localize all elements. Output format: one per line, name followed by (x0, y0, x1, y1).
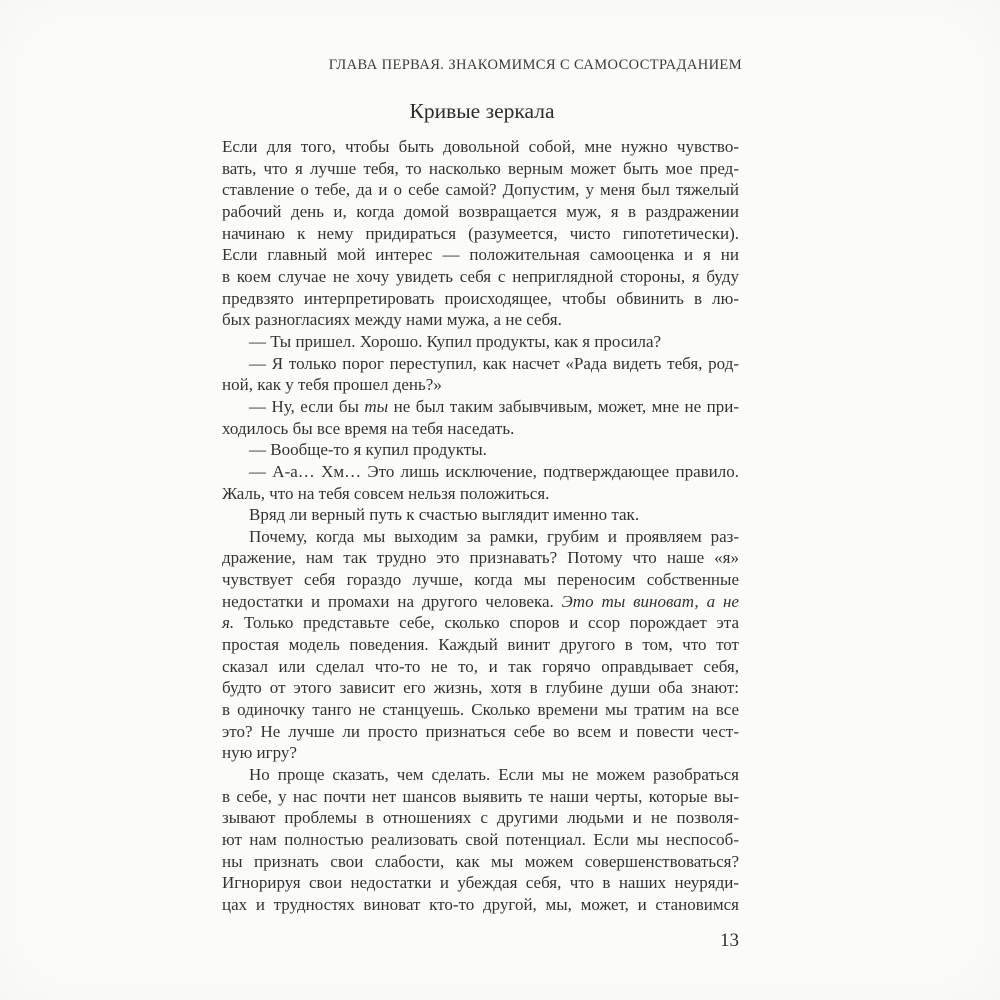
text-line: я. Только представьте себе, сколько споров и ссор порождает эта (222, 613, 739, 633)
paragraph (222, 396, 739, 439)
section-title: Кривые зеркала (409, 99, 555, 123)
text-line: — Ну, если бы ты не был таким забывчивым, может, мне не при- (249, 396, 739, 416)
text-line: в одиночку танго не станцуешь. Сколько времени мы тратим на все (222, 700, 739, 720)
text-line: простая модель поведения. Каждый винит другого в том, что тот (222, 635, 739, 655)
text-line: зывают проблемы в отношениях с другими людьми и не позволя- (222, 808, 739, 828)
text-line: цах и трудностях виноват кто-то другой, мы, может, и становимся (222, 894, 739, 914)
text-line: вать, что я лучше тебя, то насколько верным может быть мое пред- (222, 158, 739, 178)
paragraph (222, 439, 739, 461)
text-line: ют нам полностью реализовать свой потенциал. Если мы неспособ- (222, 830, 739, 849)
text-line: — Ты пришел. Хорошо. Купил продукты, как я просила? (249, 331, 662, 351)
text-line: — Вообще-то я купил продукты. (249, 440, 487, 460)
text-line: ной, как у тебя прошел день?» (222, 375, 442, 395)
text-line: ставление о тебе, да и о себе самой? Допустим, у меня был тяжелый (222, 180, 739, 200)
paragraph (222, 764, 739, 916)
text-line: в себе, у нас почти нет шансов выявить те наши черты, которые вы- (222, 786, 739, 806)
body-text (222, 136, 739, 916)
text-line: ную игру? (222, 743, 297, 763)
paragraph (222, 461, 739, 504)
text-line: — Я только порог переступил, как насчет «Рада видеть тебя, род- (249, 353, 739, 373)
text-line: Если главный мой интерес — положительная самооценка и я ни (222, 245, 739, 265)
text-line: недостатки и промахи на другого человека. Это ты виноват, а не (222, 591, 739, 611)
text-line: Но проще сказать, чем сделать. Если мы не можем разобраться (249, 765, 739, 785)
text-line: сказал или сделал что-то не то, и так горячо оправдывает себя, (222, 656, 739, 676)
paragraph (222, 526, 739, 764)
text-line: — А-а… Хм… Это лишь исключение, подтверждающее правило. (249, 461, 739, 481)
text-line: Если для того, чтобы быть довольной собой, мне нужно чувство- (222, 137, 739, 156)
text-line: ны признать свои слабости, как мы можем совершенствоваться? (222, 851, 739, 871)
text-line: дражение, нам так трудно это признавать? Потому что наше «я» (222, 548, 739, 568)
running-header: ГЛАВА ПЕРВАЯ. ЗНАКОМИМСЯ С САМОСОСТРАДАНИЕМ (328, 57, 742, 73)
text-line: чувствует себя гораздо лучше, когда мы переносим собственные (222, 570, 739, 590)
paragraph (222, 136, 739, 331)
page-number: 13 (720, 930, 739, 951)
text-line: Игнорируя свои недостатки и убеждая себя, что в наших неуряди- (222, 873, 739, 893)
text-line: бых разногласиях между нами мужа, а не себя. (222, 310, 562, 330)
text-line: Вряд ли верный путь к счастью выглядит именно так. (249, 505, 640, 525)
paragraph (222, 331, 739, 353)
text-line: рабочий день и, когда домой возвращается муж, я в раздражении (222, 201, 739, 221)
paragraph (222, 353, 739, 396)
text-line: Почему, когда мы выходим за рамки, грубим и проявляем раз- (249, 526, 739, 546)
text-line: начинаю к нему придираться (разумеется, чисто гипотетически). (222, 223, 739, 243)
paragraph (222, 504, 739, 526)
text-line: будто от этого зависит его жизнь, хотя в глубине души оба знают: (222, 678, 739, 698)
text-line: предвзято интерпретировать происходящее, чтобы обвинить в лю- (222, 288, 739, 308)
text-line: Жаль, что на тебя совсем нельзя положиться. (222, 483, 550, 503)
text-line: это? Не лучше ли просто признаться себе во всем и повести чест- (222, 721, 739, 741)
text-line: в коем случае не хочу увидеть себя с неприглядной стороны, я буду (222, 266, 739, 286)
text-line: ходилось бы все время на тебя наседать. (222, 418, 515, 438)
